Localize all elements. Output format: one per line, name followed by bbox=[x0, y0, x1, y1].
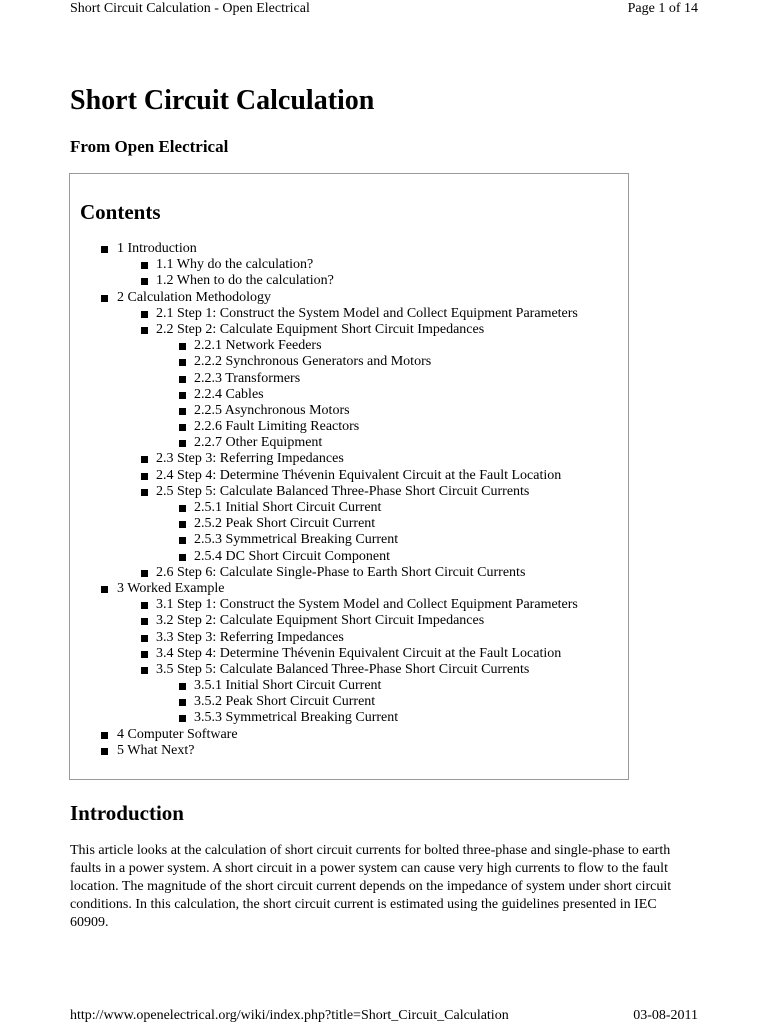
page-title: Short Circuit Calculation bbox=[70, 85, 375, 116]
toc-link[interactable]: 2.2.5 Asynchronous Motors bbox=[194, 402, 350, 418]
square-bullet-icon bbox=[179, 683, 186, 690]
toc-link[interactable]: 3.4 Step 4: Determine Thévenin Equivalent Circuit at the Fault Location bbox=[156, 645, 562, 661]
square-bullet-icon bbox=[141, 473, 148, 480]
square-bullet-icon bbox=[141, 667, 148, 674]
toc-link[interactable]: 3.2 Step 2: Calculate Equipment Short Circuit Impedances bbox=[156, 613, 485, 629]
square-bullet-icon bbox=[141, 278, 148, 285]
footer-url[interactable]: http://www.openelectrical.org/wiki/index.php?title=Short_Circuit_Calculation bbox=[70, 1008, 509, 1023]
toc-heading: Contents bbox=[80, 200, 161, 224]
toc-link[interactable]: 4 Computer Software bbox=[117, 726, 238, 742]
square-bullet-icon bbox=[141, 651, 148, 658]
square-bullet-icon bbox=[141, 327, 148, 334]
toc-link[interactable]: 3.5.3 Symmetrical Breaking Current bbox=[194, 710, 399, 726]
square-bullet-icon bbox=[141, 602, 148, 609]
square-bullet-icon bbox=[101, 748, 108, 755]
square-bullet-icon bbox=[101, 246, 108, 253]
square-bullet-icon bbox=[101, 586, 108, 593]
toc-link[interactable]: 2.2.7 Other Equipment bbox=[194, 435, 323, 451]
toc-link[interactable]: 2.2 Step 2: Calculate Equipment Short Circuit Impedances bbox=[156, 321, 485, 337]
toc-link[interactable]: 3.5 Step 5: Calculate Balanced Three-Phase Short Circuit Currents bbox=[156, 661, 530, 677]
toc-link[interactable]: 2.4 Step 4: Determine Thévenin Equivalent Circuit at the Fault Location bbox=[156, 467, 562, 483]
toc-link[interactable]: 3.1 Step 1: Construct the System Model and Collect Equipment Parameters bbox=[156, 597, 578, 613]
square-bullet-icon bbox=[179, 424, 186, 431]
toc-link[interactable]: 2.3 Step 3: Referring Impedances bbox=[156, 451, 344, 467]
toc-link[interactable]: 2.2.1 Network Feeders bbox=[194, 338, 322, 354]
introduction-paragraph: This article looks at the calculation of short circuit currents for bolted three-phase and single-phase to earth faults in a power system. A short circuit in a power system can cause very high currents to flow to the fault location. The magnitude of the short circuit current depends on the impedance of system under short circuit conditions. In this calculation, the short circuit current is estimated using the guidelines presented in IEC 60909. bbox=[70, 843, 672, 930]
square-bullet-icon bbox=[141, 570, 148, 577]
square-bullet-icon bbox=[179, 392, 186, 399]
toc-link[interactable]: 3 Worked Example bbox=[117, 580, 225, 596]
square-bullet-icon bbox=[179, 699, 186, 706]
toc-link[interactable]: 2.2.2 Synchronous Generators and Motors bbox=[194, 354, 432, 370]
square-bullet-icon bbox=[179, 715, 186, 722]
table-of-contents bbox=[69, 173, 629, 780]
toc-link[interactable]: 2.6 Step 6: Calculate Single-Phase to Earth Short Circuit Currents bbox=[156, 564, 526, 580]
square-bullet-icon bbox=[101, 732, 108, 739]
section-heading-introduction: Introduction bbox=[70, 801, 184, 825]
square-bullet-icon bbox=[141, 456, 148, 463]
toc-link[interactable]: 2.5.4 DC Short Circuit Component bbox=[194, 548, 390, 564]
square-bullet-icon bbox=[179, 440, 186, 447]
toc-link[interactable]: 2.2.3 Transformers bbox=[194, 370, 301, 386]
toc-link[interactable]: 2.2.6 Fault Limiting Reactors bbox=[194, 419, 360, 435]
toc-link[interactable]: 2.2.4 Cables bbox=[194, 386, 264, 402]
square-bullet-icon bbox=[179, 505, 186, 512]
square-bullet-icon bbox=[141, 489, 148, 496]
square-bullet-icon bbox=[141, 311, 148, 318]
toc-link[interactable]: 1 Introduction bbox=[117, 241, 197, 256]
square-bullet-icon bbox=[179, 343, 186, 350]
toc-link[interactable]: 1.1 Why do the calculation? bbox=[156, 257, 314, 273]
toc-link[interactable]: 3.5.1 Initial Short Circuit Current bbox=[194, 678, 382, 694]
toc-link[interactable]: 1.2 When to do the calculation? bbox=[156, 273, 334, 289]
toc-link[interactable]: 3.3 Step 3: Referring Impedances bbox=[156, 629, 344, 645]
square-bullet-icon bbox=[179, 359, 186, 366]
page-number: Page 1 of 14 bbox=[627, 1, 698, 16]
toc-link[interactable]: 3.5.2 Peak Short Circuit Current bbox=[194, 694, 376, 710]
page-subtitle: From Open Electrical bbox=[70, 137, 229, 156]
square-bullet-icon bbox=[141, 618, 148, 625]
document-header-title: Short Circuit Calculation - Open Electrical bbox=[70, 1, 310, 16]
square-bullet-icon bbox=[179, 554, 186, 561]
square-bullet-icon bbox=[179, 408, 186, 415]
toc-link[interactable]: 5 What Next? bbox=[117, 742, 195, 758]
toc-link[interactable]: 2.5.2 Peak Short Circuit Current bbox=[194, 516, 376, 532]
toc-link[interactable]: 2.5.3 Symmetrical Breaking Current bbox=[194, 532, 399, 548]
footer-date: 03-08-2011 bbox=[633, 1008, 698, 1023]
toc-link[interactable]: 2.1 Step 1: Construct the System Model and Collect Equipment Parameters bbox=[156, 305, 578, 321]
square-bullet-icon bbox=[101, 295, 108, 302]
square-bullet-icon bbox=[179, 537, 186, 544]
square-bullet-icon bbox=[179, 376, 186, 383]
toc-link[interactable]: 2.5.1 Initial Short Circuit Current bbox=[194, 500, 382, 515]
square-bullet-icon bbox=[179, 521, 186, 528]
square-bullet-icon bbox=[141, 262, 148, 269]
toc-link[interactable]: 2.5 Step 5: Calculate Balanced Three-Phase Short Circuit Currents bbox=[156, 483, 530, 499]
square-bullet-icon bbox=[141, 635, 148, 642]
toc-link[interactable]: 2 Calculation Methodology bbox=[117, 289, 271, 305]
